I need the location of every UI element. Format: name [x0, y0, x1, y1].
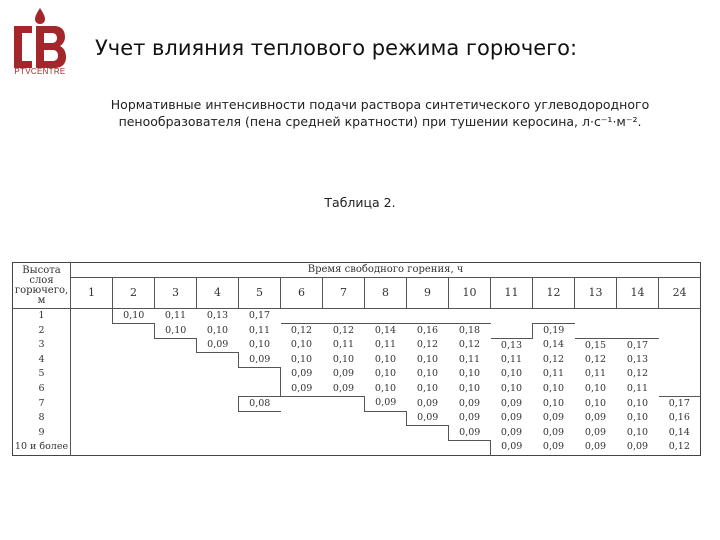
table-cell: 0,12 [542, 353, 565, 365]
row-height-label: 6 [13, 382, 71, 397]
table-cell: 0,12 [668, 441, 690, 453]
table-cell: 0,09 [449, 426, 491, 441]
table-cell [113, 382, 155, 397]
row-height-label: 2 [13, 324, 71, 339]
table-cell: 0,10 [542, 397, 565, 409]
table-cell [71, 411, 113, 426]
table-cell: 0,09 [584, 412, 607, 424]
table-cell: 0,11 [626, 382, 649, 394]
table-cell [617, 309, 659, 324]
column-header: 2 [113, 278, 155, 309]
table-cell [239, 382, 281, 397]
table-cell: 0,08 [239, 396, 281, 411]
table-cell [239, 411, 281, 426]
table-cell: 0,10 [500, 368, 523, 380]
table-cell [491, 309, 533, 324]
table-cell: 0,10 [155, 324, 197, 339]
row-height-label: 9 [13, 426, 71, 441]
table-cell: 0,10 [374, 382, 397, 394]
column-header: 3 [155, 278, 197, 309]
column-header: 5 [239, 278, 281, 309]
table-cell: 0,10 [374, 368, 397, 380]
table-cell [281, 440, 323, 455]
table-cell [491, 324, 533, 339]
table-cell: 0,09 [407, 411, 449, 426]
table-cell: 0,09 [416, 397, 439, 409]
table-row [13, 367, 701, 382]
table-cell: 0,10 [206, 324, 229, 336]
table-cell [113, 324, 155, 339]
table-cell: 0,09 [500, 397, 523, 409]
table-cell [659, 338, 701, 353]
table-cell: 0,13 [491, 338, 533, 353]
logo-text: PTVCENTRE [14, 67, 66, 76]
table-cell: 0,09 [500, 426, 523, 438]
table-cell [659, 367, 701, 382]
table-cell [659, 309, 701, 324]
table-cell: 0,16 [407, 324, 449, 339]
table-cell [239, 426, 281, 441]
table-cell [449, 440, 491, 455]
column-header: 13 [575, 278, 617, 309]
table-cell: 0,09 [500, 412, 523, 424]
table-cell [365, 411, 407, 426]
table-cell [197, 411, 239, 426]
table-cell: 0,10 [542, 382, 565, 394]
table-cell [113, 411, 155, 426]
table-cell [71, 338, 113, 353]
column-header: 8 [365, 278, 407, 309]
table-cell: 0,11 [500, 353, 523, 365]
table-cell [155, 440, 197, 455]
group-header: Время свободного горения, ч [71, 263, 701, 278]
row-height-label: 8 [13, 411, 71, 426]
table-row [13, 426, 701, 441]
table-row [13, 411, 701, 426]
column-header: 14 [617, 278, 659, 309]
table-cell: 0,11 [458, 353, 481, 365]
table-cell: 0,16 [668, 412, 690, 424]
table-cell [407, 309, 449, 324]
table-cell [71, 426, 113, 441]
table-cell [281, 309, 323, 324]
table-cell [155, 411, 197, 426]
table-cell: 0,10 [626, 426, 649, 438]
table-row [13, 338, 701, 353]
table-cell: 0,09 [323, 382, 365, 397]
table-cell: 0,10 [500, 382, 523, 394]
table-cell [71, 440, 113, 455]
table-cell: 0,09 [542, 441, 565, 453]
table-cell: 0,14 [668, 426, 690, 438]
table-cell [71, 367, 113, 382]
row-height-label: 3 [13, 338, 71, 353]
row-height-label: 1 [13, 309, 71, 324]
table-cell: 0,10 [332, 353, 355, 365]
table-cell: 0,09 [584, 441, 607, 453]
column-header: 7 [323, 278, 365, 309]
table-cell: 0,13 [626, 353, 649, 365]
table-row [13, 353, 701, 368]
table-cell: 0,11 [155, 309, 197, 324]
table-cell: 0,09 [542, 426, 565, 438]
table-cell [197, 426, 239, 441]
table-cell [659, 353, 701, 368]
table-cell [281, 411, 323, 426]
table-cell [533, 309, 575, 324]
column-header: 12 [533, 278, 575, 309]
table-cell [113, 338, 155, 353]
table-cell [155, 382, 197, 397]
table-cell: 0,15 [575, 338, 617, 353]
table-cell [113, 367, 155, 382]
table-cell: 0,10 [248, 339, 271, 351]
table-cell [323, 396, 365, 411]
table-cell: 0,12 [416, 339, 439, 351]
table-cell: 0,12 [281, 324, 323, 339]
table-cell: 0,09 [458, 412, 481, 424]
table-cell: 0,11 [542, 368, 565, 380]
table-cell [113, 440, 155, 455]
table-cell: 0,10 [416, 353, 439, 365]
table-cell: 0,10 [416, 368, 439, 380]
table-cell: 0,11 [332, 339, 355, 351]
table-cell [323, 309, 365, 324]
table-cell: 0,09 [584, 426, 607, 438]
table-cell: 0,18 [449, 324, 491, 339]
table-cell: 0,10 [626, 397, 649, 409]
table-cell [155, 353, 197, 368]
table-cell [449, 309, 491, 324]
table-cell [71, 309, 113, 324]
table-cell [617, 324, 659, 339]
table-cell [407, 426, 449, 441]
row-height-label: 7 [13, 396, 71, 411]
table-cell [71, 353, 113, 368]
table-cell: 0,09 [281, 382, 323, 397]
table-cell: 0,10 [113, 309, 155, 324]
table-row [13, 440, 701, 455]
table-cell: 0,09 [332, 368, 355, 380]
table-cell: 0,10 [458, 368, 481, 380]
table-cell: 0,10 [584, 397, 607, 409]
slide-description: Нормативные интенсивности подачи раствора синтетического углеводородного пенообразователя (пена средней кратности) при тушении керосина, л·с⁻¹·м⁻². [110, 97, 650, 129]
slide-title: Учет влияния теплового режима горючего: [95, 36, 578, 60]
table-cell [281, 396, 323, 411]
table-cell [113, 426, 155, 441]
column-header: 24 [659, 278, 701, 309]
table-cell: 0,14 [365, 324, 407, 339]
table-cell: 0,17 [617, 338, 659, 353]
table-cell [197, 440, 239, 455]
table-cell [323, 426, 365, 441]
intensity-table [12, 262, 700, 456]
table-cell: 0,09 [365, 396, 407, 411]
column-header: 4 [197, 278, 239, 309]
table-cell: 0,09 [491, 440, 533, 455]
table-cell: 0,10 [374, 353, 397, 365]
table-cell: 0,10 [290, 353, 313, 365]
table-cell: 0,12 [626, 368, 649, 380]
table-cell: 0,09 [458, 397, 481, 409]
table-cell [659, 324, 701, 339]
table-row [13, 309, 701, 324]
table-cell [71, 324, 113, 339]
table-cell [239, 367, 281, 382]
table-caption: Таблица 2. [324, 195, 396, 210]
table-cell [575, 309, 617, 324]
table-cell: 0,09 [239, 353, 281, 368]
table-cell: 0,09 [626, 441, 649, 453]
table-cell: 0,09 [197, 338, 239, 353]
table-cell [155, 396, 197, 411]
table-cell [197, 353, 239, 368]
table-cell [239, 440, 281, 455]
table-cell [197, 367, 239, 382]
table-cell [155, 367, 197, 382]
table-cell: 0,10 [584, 382, 607, 394]
column-header: 10 [449, 278, 491, 309]
table-cell [113, 353, 155, 368]
table-cell [365, 309, 407, 324]
table-cell [71, 396, 113, 411]
table-cell [113, 396, 155, 411]
table-cell [365, 440, 407, 455]
table-cell: 0,12 [584, 353, 607, 365]
table-cell [659, 382, 701, 397]
table-row [13, 382, 701, 397]
table-cell: 0,10 [458, 382, 481, 394]
table-cell: 0,10 [416, 382, 439, 394]
table-cell: 0,17 [659, 396, 701, 411]
table-cell [281, 426, 323, 441]
table-cell [407, 440, 449, 455]
table-cell: 0,13 [197, 309, 239, 324]
table-cell: 0,11 [584, 368, 607, 380]
table-cell: 0,11 [248, 324, 271, 336]
table-row [13, 396, 701, 411]
table-cell: 0,09 [542, 412, 565, 424]
column-header: 9 [407, 278, 449, 309]
table-cell [575, 324, 617, 339]
table-row [13, 324, 701, 339]
table-cell: 0,12 [458, 339, 481, 351]
table-cell: 0,17 [239, 309, 281, 324]
table-cell [155, 338, 197, 353]
table-cell: 0,12 [323, 324, 365, 339]
table-cell: 0,09 [281, 367, 323, 382]
column-header: 6 [281, 278, 323, 309]
row-height-label: 5 [13, 367, 71, 382]
table-cell [323, 411, 365, 426]
table-cell [155, 426, 197, 441]
table-cell [365, 426, 407, 441]
row-height-label: 10 и более [13, 440, 71, 455]
table-cell [197, 396, 239, 411]
table-cell: 0,10 [290, 339, 313, 351]
table-cell: 0,19 [533, 324, 575, 339]
table-cell [323, 440, 365, 455]
corner-label: Высота слоя горючего, м [13, 263, 71, 309]
table-cell: 0,14 [542, 339, 565, 351]
table-cell [71, 382, 113, 397]
table-cell: 0,10 [626, 412, 649, 424]
row-height-label: 4 [13, 353, 71, 368]
table-cell: 0,11 [374, 339, 397, 351]
table-cell [197, 382, 239, 397]
column-header: 11 [491, 278, 533, 309]
column-header: 1 [71, 278, 113, 309]
